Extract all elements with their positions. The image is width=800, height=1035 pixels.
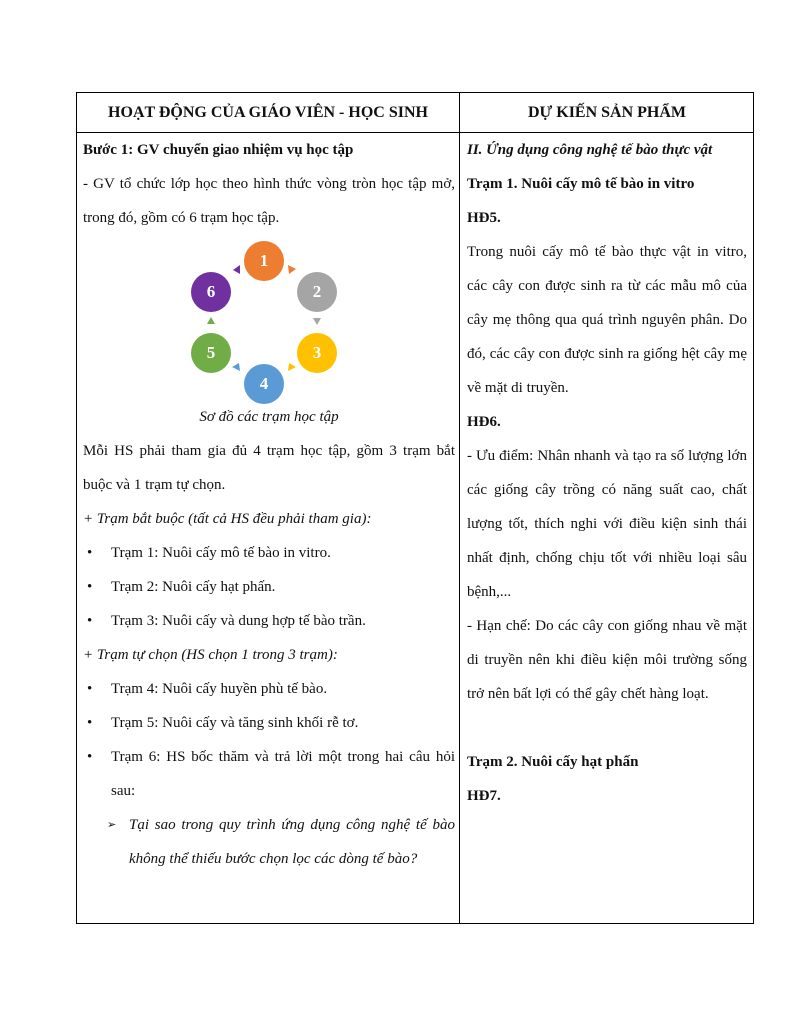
station-4-circle: 4: [244, 364, 284, 404]
arrow-5-6-icon: [207, 317, 215, 324]
arrow-1-2-icon: [288, 265, 296, 274]
station-1-heading: Trạm 1. Nuôi cấy mô tế bào in vitro: [467, 176, 695, 192]
station-3-circle: 3: [297, 333, 337, 373]
column-divider: [459, 93, 460, 923]
station-5-circle: 5: [191, 333, 231, 373]
step-1-heading: Bước 1: GV chuyển giao nhiệm vụ học tập: [83, 142, 354, 158]
right-column: [467, 133, 747, 813]
station-diagram: [83, 235, 455, 400]
station-1-circle: 1: [244, 241, 284, 281]
station-2-circle: 2: [297, 272, 337, 312]
hd5-text: Trong nuôi cấy mô tế bào thực vật in vitro, các cây con được sinh ra từ các mẫu mô của cây mẹ thông qua quá trình nguyên phân. Do đó, các cây con được sinh ra giống hệt cây mẹ về mặt di truyền.: [467, 244, 747, 396]
arrow-bullet-icon: ➢: [107, 819, 117, 831]
bullet-icon: •: [87, 579, 93, 595]
bullet-icon: •: [87, 545, 93, 561]
station-2-heading: Trạm 2. Nuôi cấy hạt phấn: [467, 754, 639, 770]
list-item: • Trạm 1: Nuôi cấy mô tế bào in vitro.: [83, 536, 455, 570]
list-item: • Trạm 4: Nuôi cấy huyền phù tế bào.: [83, 672, 455, 706]
arrow-4-5-icon: [232, 363, 240, 371]
left-column: [83, 133, 455, 876]
hd7-label: HĐ7.: [467, 788, 501, 804]
bullet-icon: •: [87, 749, 93, 765]
list-item: • Trạm 3: Nuôi cấy và dung hợp tế bào trần.: [83, 604, 455, 638]
hd6-label: HĐ6.: [467, 414, 501, 430]
diagram-caption: Sơ đồ các trạm học tập: [199, 409, 339, 425]
spacer: [467, 711, 747, 745]
rule-text: Mỗi HS phải tham gia đủ 4 trạm học tập, gồm 3 trạm bắt buộc và 1 trạm tự chọn.: [83, 443, 455, 493]
mandatory-heading: + Trạm bắt buộc (tất cả HS đều phải tham gia):: [83, 511, 372, 527]
question-item: ➢ Tại sao trong quy trình ứng dụng công nghệ tế bào không thể thiếu bước chọn lọc các dòng tế bào?: [83, 808, 455, 876]
hd5-label: HĐ5.: [467, 210, 501, 226]
station-6-circle: 6: [191, 272, 231, 312]
optional-heading: + Trạm tự chọn (HS chọn 1 trong 3 trạm):: [83, 647, 338, 663]
header-teacher-student: HOẠT ĐỘNG CỦA GIÁO VIÊN - HỌC SINH: [108, 103, 428, 121]
intro-text: - GV tổ chức lớp học theo hình thức vòng tròn học tập mở, trong đó, gồm có 6 trạm học tập.: [83, 176, 455, 226]
advantage-text: - Ưu điểm: Nhân nhanh và tạo ra số lượng lớn các giống cây trồng có năng suất cao, chất lượng tốt, thích nghi với điều kiện sinh thái nhất định, chống chịu tốt với nhiều loại sâu bệnh,...: [467, 448, 747, 600]
activity-table: [76, 92, 754, 924]
arrow-2-3-icon: [313, 318, 321, 325]
list-item: • Trạm 5: Nuôi cấy và tăng sinh khối rễ tơ.: [83, 706, 455, 740]
bullet-icon: •: [87, 613, 93, 629]
arrow-6-1-icon: [233, 265, 240, 274]
list-item: • Trạm 6: HS bốc thăm và trả lời một trong hai câu hỏi sau:: [83, 740, 455, 808]
limitation-text: - Hạn chế: Do các cây con giống nhau về mặt di truyền nên khi điều kiện môi trường sống trở nên bất lợi có thể gây chết hàng loạt.: [467, 618, 747, 702]
bullet-icon: •: [87, 681, 93, 697]
header-expected-product: DỰ KIẾN SẢN PHẨM: [527, 103, 687, 121]
list-item: • Trạm 2: Nuôi cấy hạt phấn.: [83, 570, 455, 604]
cycle-arrows: [83, 235, 455, 405]
section-heading: II. Ứng dụng công nghệ tế bào thực vật: [467, 142, 713, 158]
bullet-icon: •: [87, 715, 93, 731]
arrow-3-4-icon: [288, 363, 296, 371]
